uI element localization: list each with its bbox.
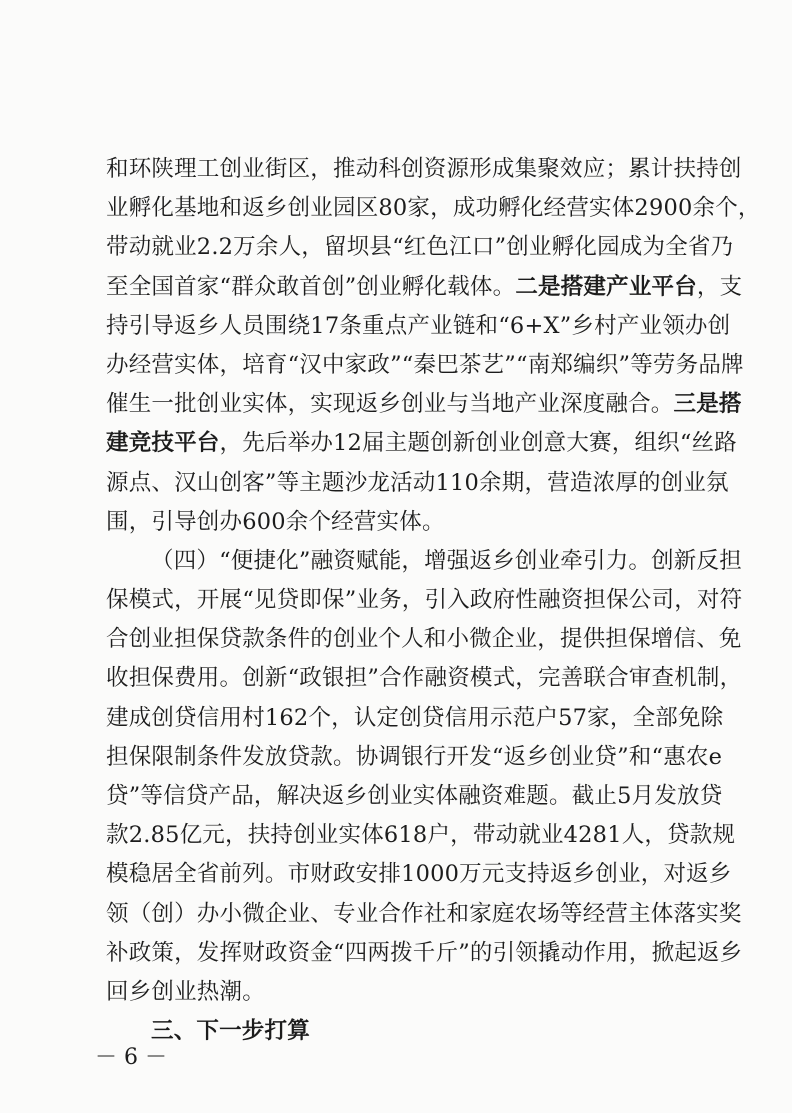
text-line: 办经营实体，培育“汉中家政”“秦巴茶艺”“南郑编织”等劳务品牌 (106, 351, 744, 378)
text-line: 合创业担保贷款条件的创业个人和小微企业，提供担保增信、免 (106, 626, 742, 653)
text-line: 模稳居全省前列。市财政安排1000万元支持返乡创业，对返乡 (106, 861, 732, 888)
text-line: 领（创）办小微企业、专业合作社和家庭农场等经营主体落实奖 (106, 900, 742, 927)
bold-phrase: 三是搭 (673, 391, 742, 418)
text-line (106, 268, 743, 307)
paragraph-2 (106, 542, 743, 1012)
text-span: ，支 (696, 273, 743, 300)
text-line: 持引导返乡人员围绕17条重点产业链和“6+X”乡村产业领办创 (106, 312, 731, 339)
section-heading: 三、下一步打算 (151, 1018, 310, 1045)
text-line: 源点、汉山创客”等主题沙龙活动110余期，营造浓厚的创业氛 (106, 469, 729, 496)
text-line: 带动就业2.2万余人，留坝县“红色江口”创业孵化园成为全省乃 (106, 234, 734, 261)
bold-phrase: 建竞技平台 (106, 430, 220, 457)
text-line: 款2.85亿元，扶持创业实体618户，带动就业4281人，贷款规 (106, 822, 736, 849)
text-line: 围，引导创办600余个经营实体。 (106, 508, 445, 535)
paragraph-1 (106, 150, 761, 542)
document-body (106, 150, 761, 1051)
text-line: 业孵化基地和返乡创业园区80家，成功孵化经营实体2900余个， (106, 195, 761, 222)
text-line: 贷”等信贷产品，解决返乡创业实体融资难题。截止5月发放贷 (106, 783, 723, 809)
page-number: － 6 － (95, 1045, 167, 1070)
text-line: 建成创贷信用村162个，认定创贷信用示范户57家，全部免除 (106, 704, 724, 731)
text-line (106, 424, 737, 463)
text-line: 收担保费用。创新“政银担”合作融资模式，完善联合审查机制， (106, 665, 743, 692)
text-line (106, 385, 742, 424)
text-line: 补政策，发挥财政资金“四两拨千斤”的引领撬动作用，掀起返乡 (106, 939, 743, 966)
text-span: 至全国首家“群众敢首创”创业孵化载体。 (106, 273, 516, 300)
text-line: 回乡创业热潮。 (106, 978, 265, 1005)
text-span: ，先后举办12届主题创新创业创意大赛，组织“丝路 (219, 430, 737, 457)
text-line: （四）“便捷化”融资赋能，增强返乡创业牵引力。创新反担 (151, 547, 742, 574)
text-line: 保模式，开展“见贷即保”业务，引入政府性融资担保公司，对符 (106, 587, 743, 614)
text-span: 催生一批创业实体，实现返乡创业与当地产业深度融合。 (106, 391, 674, 418)
text-line: 和环陕理工创业街区，推动科创资源形成集聚效应；累计扶持创 (106, 156, 742, 182)
bold-phrase: 二是搭建产业平台 (515, 273, 697, 300)
text-line: 担保限制条件发放贷款。协调银行开发“返乡创业贷”和“惠农e (106, 743, 723, 770)
